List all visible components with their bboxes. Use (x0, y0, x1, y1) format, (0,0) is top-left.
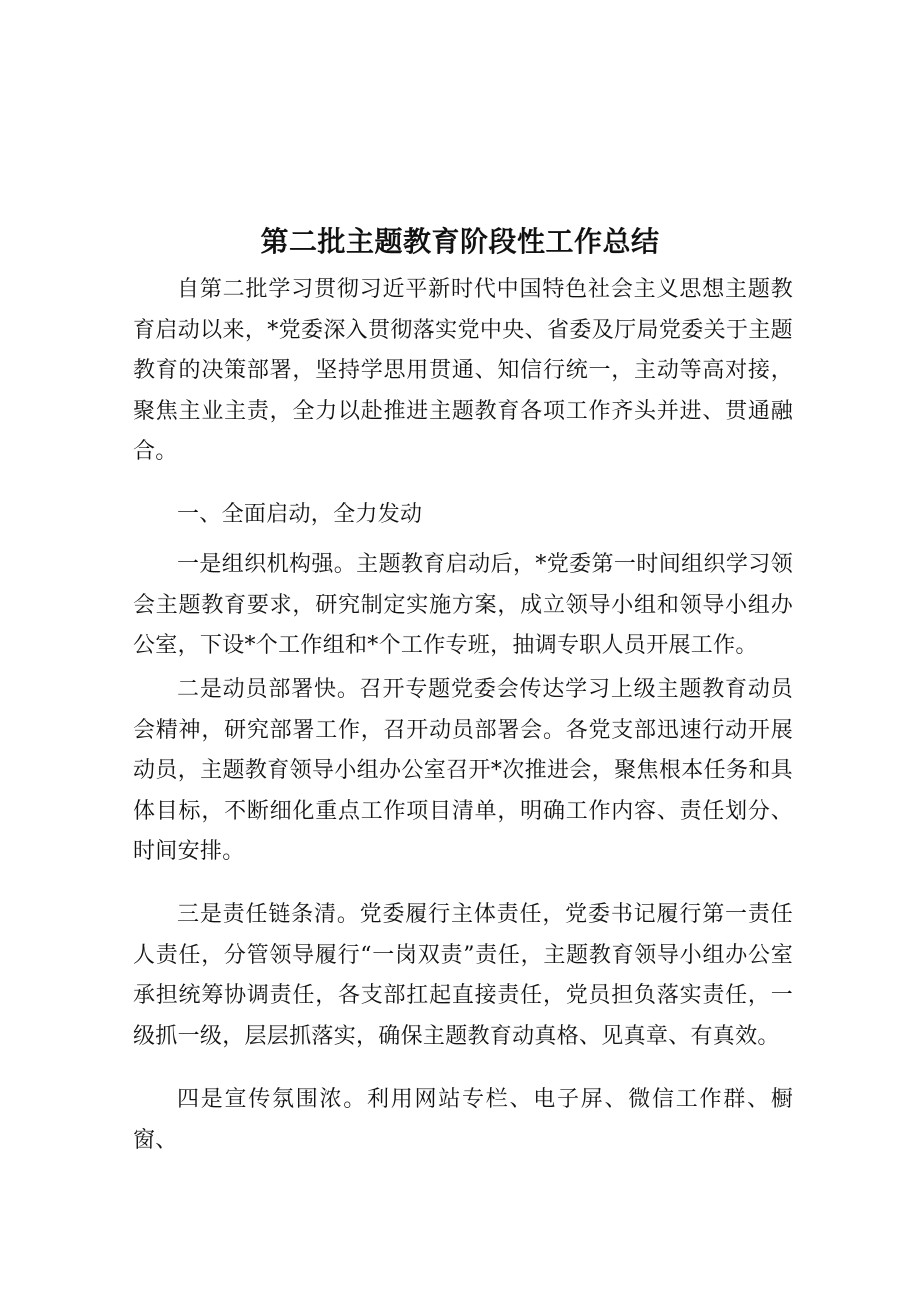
paragraph-mobilization: 二是动员部署快。召开专题党委会传达学习上级主题教育动员会精神，研究部署工作，召开动员部署会。各党支部迅速行动开展动员，主题教育领导小组办公室召开*次推进会，聚焦根本任务和具体目标，不断细化重点工作项目清单，明确工作内容、责任划分、时间安排。 (133, 677, 793, 864)
paragraph-organization: 一是组织机构强。主题教育启动后，*党委第一时间组织学习领会主题教育要求，研究制定实施方案，成立领导小组和领导小组办公室，下设*个工作组和*个工作专班，抽调专职人员开展工作。 (133, 552, 793, 658)
document-title: 第二批主题教育阶段性工作总结 (260, 225, 660, 258)
paragraph-responsibility: 三是责任链条清。党委履行主体责任，党委书记履行第一责任人责任，分管领导履行“一岗双责”责任，主题教育领导小组办公室承担统筹协调责任，各支部扛起直接责任，党员担负落实责任，一级抓一级，层层抓落实，确保主题教育动真格、见真章、有真效。 (133, 902, 793, 1049)
intro-paragraph: 自第二批学习贯彻习近平新时代中国特色社会主义思想主题教育启动以来，*党委深入贯彻落实党中央、省委及厅局党委关于主题教育的决策部署，坚持学思用贯通、知信行统一，主动等高对接，聚焦主业主责，全力以赴推进主题教育各项工作齐头并进、贯通融合。 (133, 277, 793, 464)
section-heading-1: 一、全面启动，全力发动 (177, 502, 423, 527)
paragraph-publicity: 四是宣传氛围浓。利用网站专栏、电子屏、微信工作群、橱窗、 (133, 1087, 793, 1153)
